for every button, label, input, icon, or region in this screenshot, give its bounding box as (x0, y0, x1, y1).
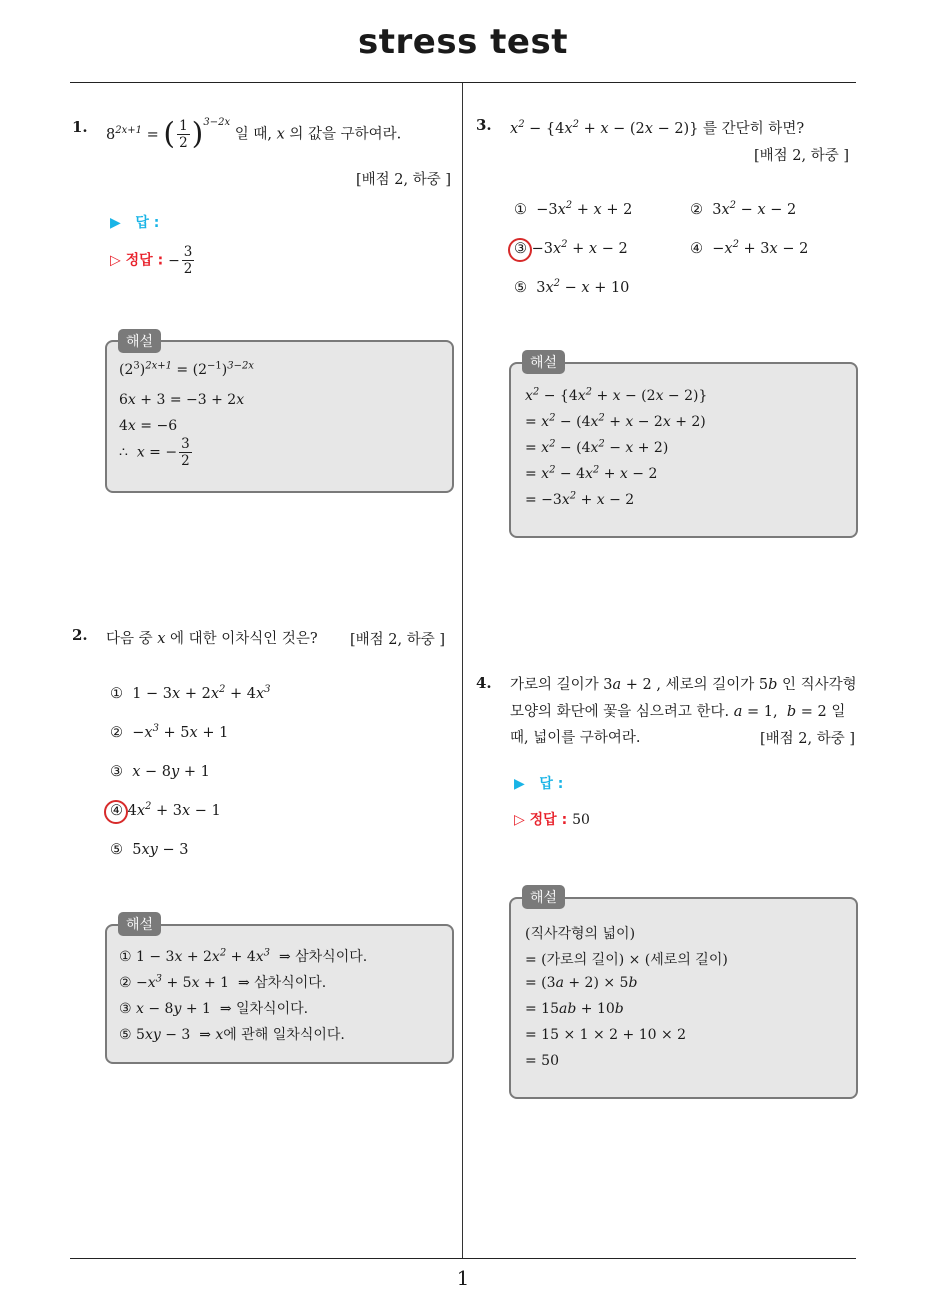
q3-choice-2[interactable]: ② $3x^2 - x - 2$ (690, 200, 797, 218)
q3-solution-line: = $x^2 - (4x^2 + x - 2x + 2)$ (525, 412, 706, 430)
q2-solution-line: ② $-x^3 + 5x + 1$ ⇒ 삼차식이다. (119, 973, 327, 991)
q3-solution-line: $x^2 - \{4x^2 + x - (2x - 2)\}$ (525, 386, 708, 404)
page-title: stress test (358, 22, 568, 62)
q2-choice-5[interactable]: ⑤ 5xy − 3 (110, 842, 189, 858)
q4-solution-line: = 15 × 1 × 2 + 10 × 2 (525, 1027, 687, 1043)
q4-question-line-3: 때, 넓이를 구하여라. (510, 730, 641, 746)
q2-number: 2. (72, 626, 88, 644)
q3-meta: [배점 2, 하중 ] (754, 148, 850, 164)
q1-solution-line: ∴ x = − $\frac{3}{2}$ (119, 436, 190, 469)
q2-solution-line: ③ x − 8y + 1 ⇒ 일차식이다. (119, 1001, 309, 1017)
q3-solution-tag: 해설 (522, 350, 565, 374)
q2-solution-tag: 해설 (118, 912, 161, 936)
play-outline-icon: ▷ (110, 252, 121, 269)
q3-number: 3. (476, 116, 492, 134)
q4-solution-line: (직사각형의 넓이) (525, 926, 636, 942)
play-outline-icon: ▷ (514, 812, 525, 828)
q2-solution-line: ① $1 - 3x + 2x^2 + 4x^3$ ⇒ 삼차식이다. (119, 947, 368, 965)
q4-number: 4. (476, 674, 492, 692)
q4-question-line-2: 모양의 화단에 꽃을 심으려고 한다. a = 1, b = 2 일 (510, 704, 846, 720)
q1-correct-line: ▷ 정답 : − $\frac{3}{2}$ (110, 244, 196, 277)
q4-solution-box (509, 897, 858, 1099)
q4-solution-line: = 50 (525, 1053, 559, 1069)
q1-question: $8^{2x+1}$ = ( $\frac{1}{2}$ )$^{3-2x}$ 일 때, x 의 값을 구하여라. (106, 116, 402, 152)
q3-question: $x^2 - \{4x^2 + x - (2x - 2)\}$ 를 간단히 하면? (510, 119, 805, 137)
q1-correct-value: − $\frac{3}{2}$ (168, 244, 193, 277)
column-divider (462, 83, 463, 1258)
q1-solution-line: 4x = −6 (119, 418, 178, 434)
q2-choice-1[interactable]: ① $1 - 3x + 2x^2 + 4x^3$ (110, 684, 271, 702)
q3-solution-line: = $-3x^2 + x - 2$ (525, 490, 635, 508)
q3-answer-mark-circle (508, 238, 532, 262)
footer-rule (70, 1258, 856, 1259)
q2-meta: [배점 2, 하중 ] (350, 632, 446, 648)
q3-solution-line: = $x^2 - 4x^2 + x - 2$ (525, 464, 658, 482)
page-number: 1 (456, 1266, 470, 1290)
q4-solution-line: = (가로의 길이) × (세로의 길이) (525, 952, 728, 968)
q4-correct-value: 50 (572, 812, 590, 828)
q1-solution-line: $(2^3)^{2x+1} = (2^{-1})^{3-2x}$ (119, 360, 254, 378)
q2-solution-line: ⑤ 5xy − 3 ⇒ x에 관해 일차식이다. (119, 1027, 345, 1043)
header-rule (70, 82, 856, 83)
q1-number: 1. (72, 118, 88, 136)
q1-solution-line: 6x + 3 = −3 + 2x (119, 392, 245, 408)
play-filled-icon: ▶ (110, 215, 121, 231)
q1-solution-tag: 해설 (118, 329, 161, 353)
q2-solution-box (105, 924, 454, 1064)
q4-solution-line: = 15ab + 10b (525, 1001, 624, 1017)
q4-solution-tag: 해설 (522, 885, 565, 909)
q3-choice-5[interactable]: ⑤ $3x^2 - x + 10$ (514, 278, 630, 296)
q4-solution-line: = (3a + 2) × 5b (525, 975, 638, 991)
q3-choice-3[interactable]: ③ $-3x^2 + x - 2$ (514, 239, 628, 257)
q2-choice-4[interactable]: ④ $4x^2 + 3x - 1$ (110, 801, 221, 819)
q3-choice-1[interactable]: ① $-3x^2 + x + 2$ (514, 200, 633, 218)
q2-answer-mark-circle (104, 800, 128, 824)
q1-meta: [배점 2, 하중 ] (356, 172, 452, 188)
q1-solution-box (105, 340, 454, 493)
q3-solution-box (509, 362, 858, 538)
q1-answer-line: ▶ 답 : (110, 215, 160, 231)
q2-question: 다음 중 x 에 대한 이차식인 것은? (106, 631, 318, 647)
q2-choice-3[interactable]: ③ x − 8y + 1 (110, 764, 210, 780)
play-filled-icon: ▶ (514, 776, 525, 792)
q3-choice-4[interactable]: ④ $-x^2 + 3x - 2$ (690, 239, 809, 257)
q2-choice-2[interactable]: ② $-x^3 + 5x + 1$ (110, 723, 229, 741)
q3-solution-line: = $x^2 - (4x^2 - x + 2)$ (525, 438, 669, 456)
q4-correct-line: ▷ 정답 : 50 (514, 812, 590, 828)
q4-meta: [배점 2, 하중 ] (760, 731, 856, 747)
q4-question-line-1: 가로의 길이가 3a + 2 , 세로의 길이가 5b 인 직사각형 (510, 677, 857, 693)
q4-answer-line: ▶ 답 : (514, 776, 564, 792)
